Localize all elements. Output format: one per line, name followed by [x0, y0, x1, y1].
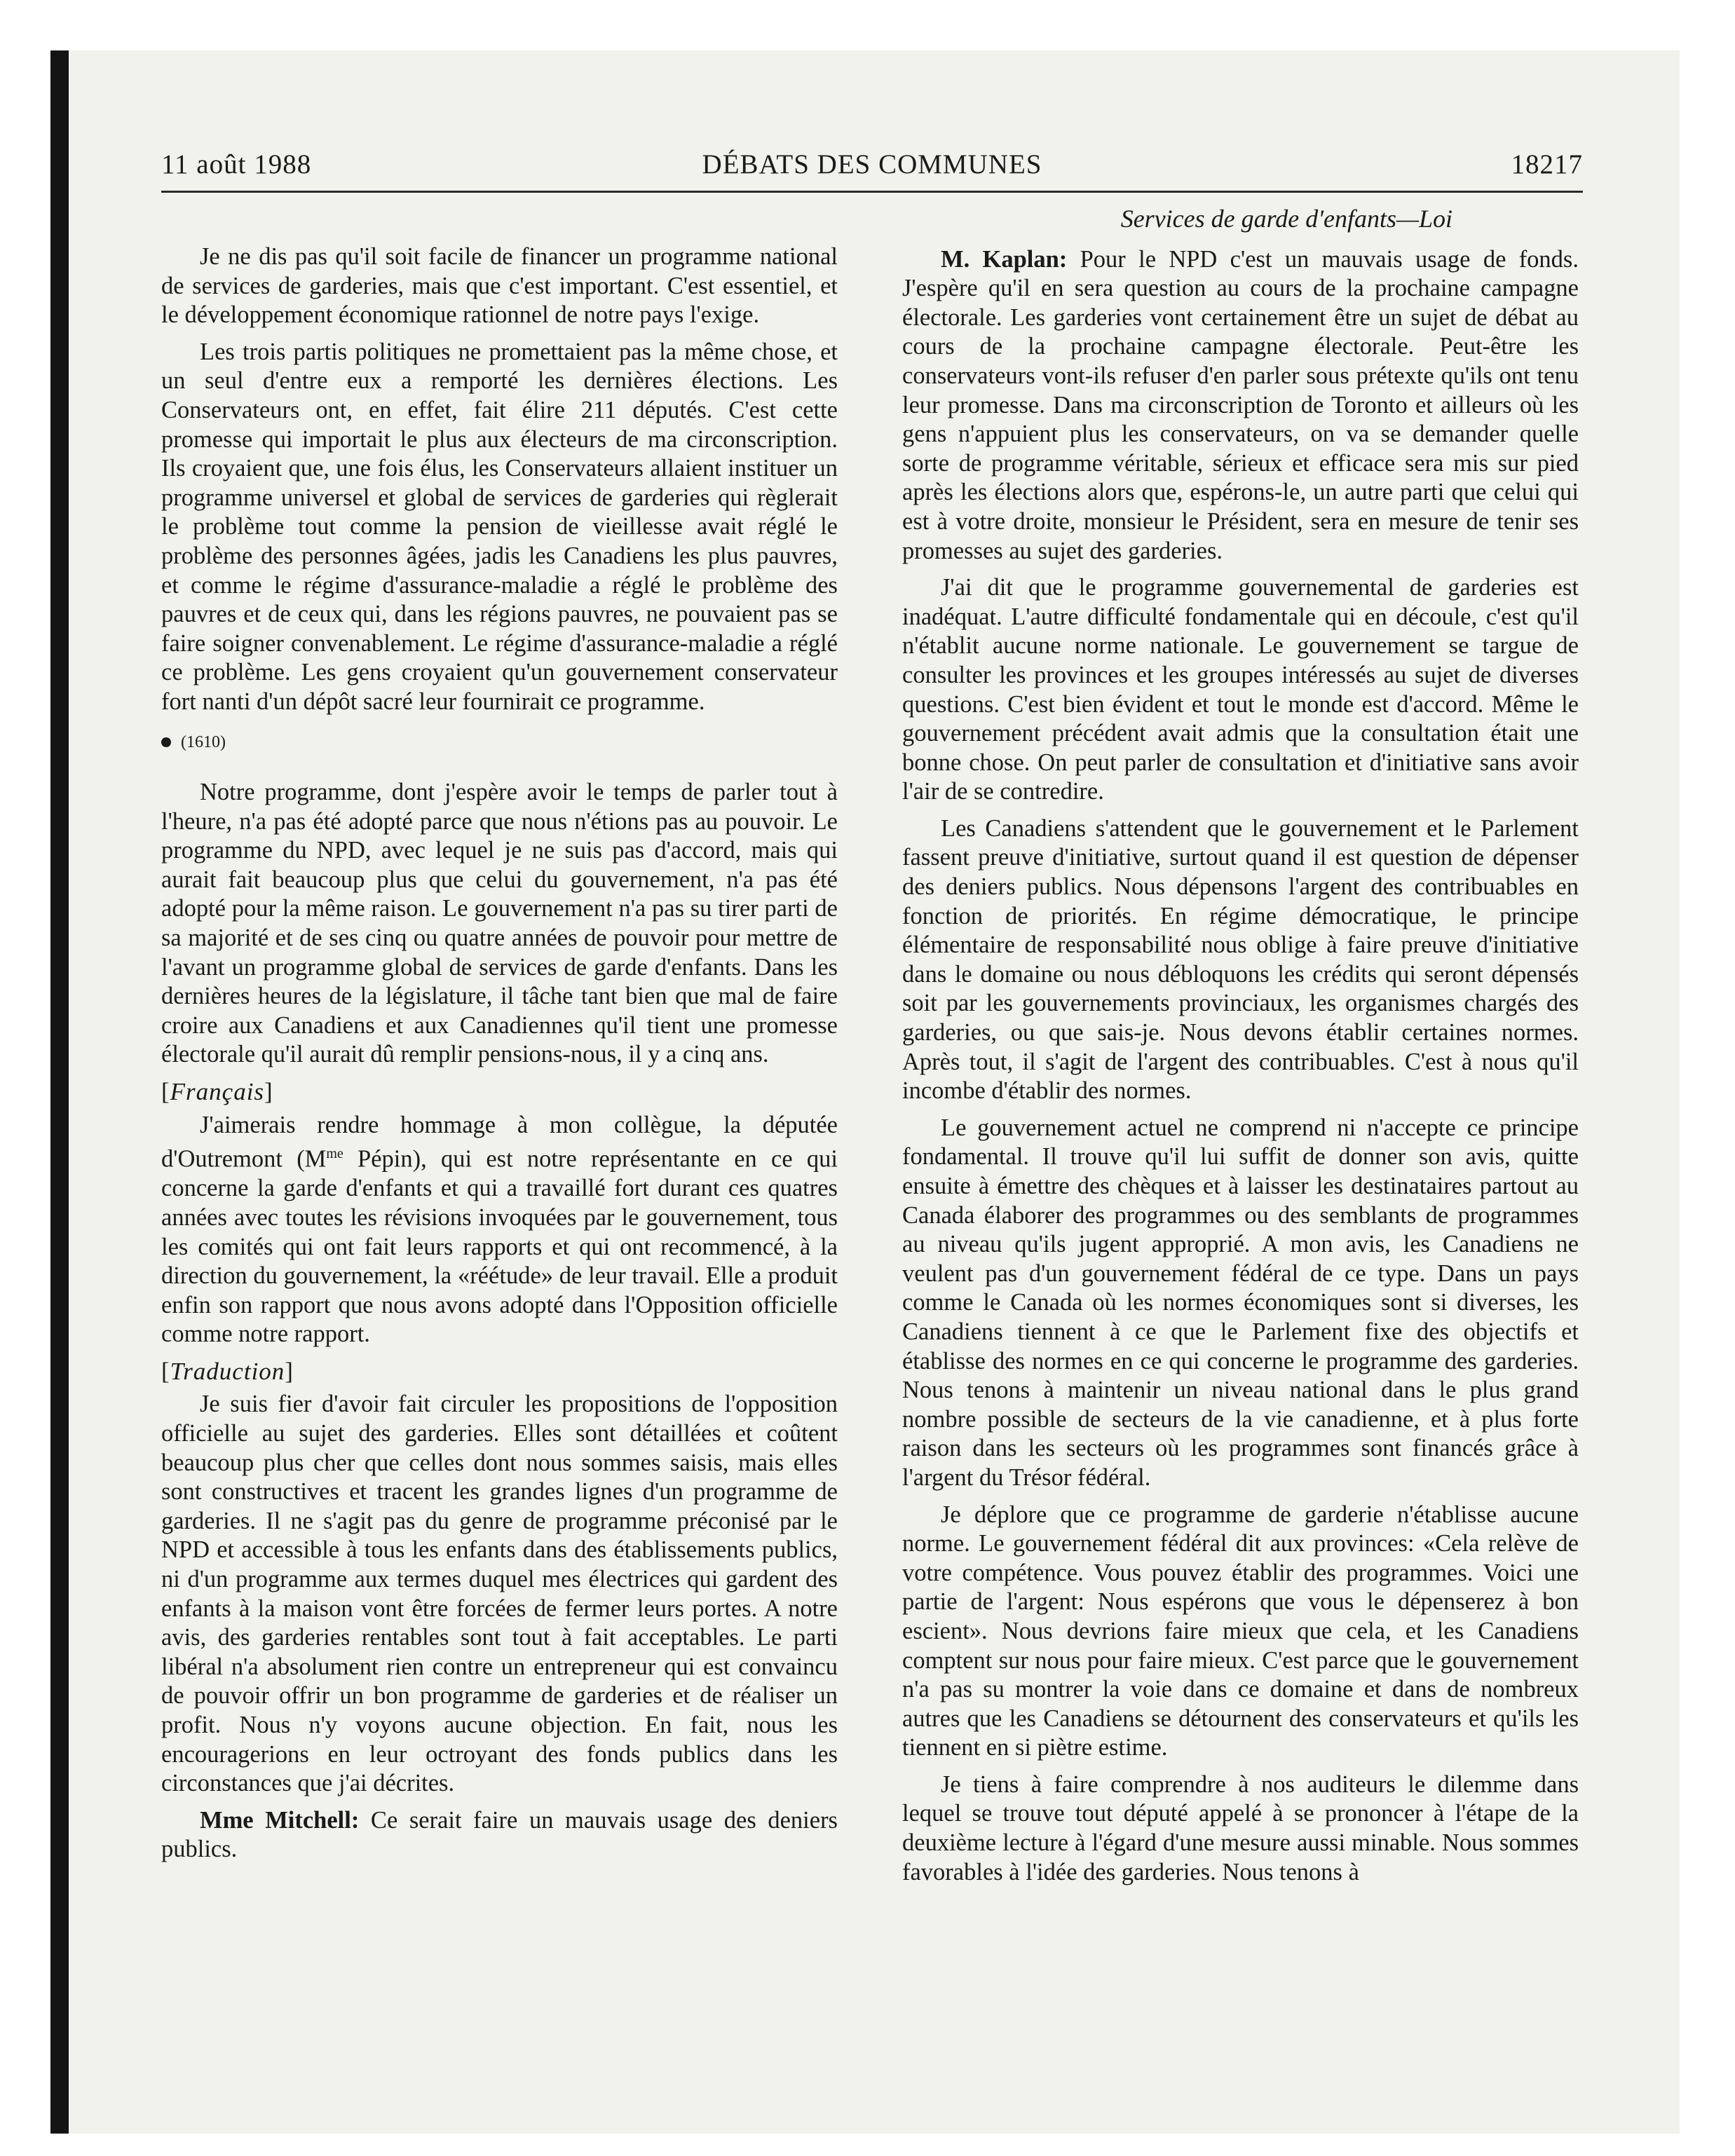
right-column [902, 205, 1579, 1895]
section-title: Services de garde d'enfants—Loi [1120, 205, 1452, 233]
right-paragraph-4: Le gouvernement actuel ne comprend ni n'accepte ce principe fondamental. Il trouve qu'il lui suffit de donner son avis, quitte ensuite à émettre des chèques et à laisser les destinataires partout au Canada élaborer des programmes ou des semblants de programmes au niveau qu'ils jugent approprié. A mon avis, les Canadiens ne veulent pas d'un gouvernement fédéral de ce type. Dans un pays comme le Canada où les normes économiques sont si diverses, les Canadiens tiennent à ce que le Parlement fixe des objectifs et établisse des normes en ce qui concerne le programme des garderies. Nous tenons à maintenir un niveau national dans le plus grand nombre possible de secteurs de la vie canadienne, et à plus forte raison dans les secteurs où les programmes sont financés grâce à l'argent du Trésor fédéral. [902, 1114, 1579, 1491]
left-paragraph-4 [161, 1111, 838, 1349]
title-abbrev-superscript: me [326, 1146, 343, 1162]
bullet-icon [161, 737, 171, 747]
right-paragraph-1-text: Pour le NPD c'est un mauvais usage de fonds. J'espère qu'il en sera question au cours de la prochaine campagne électorale. Les garderies vont certainement être un sujet de débat au cours de la prochaine campagne électorale. Peut-être les conservateurs vont-ils refuser d'en parler sous prétexte qu'ils ont tenu leur promesse. Dans ma circonscription de Toronto et ailleurs où les gens n'appuient plus les conservateurs, on va se demander quelle sorte de programme véritable, sérieux et efficace sera mis sur pied après les élections alors que, espérons-le, un autre parti que celui qui est à votre droite, monsieur le Président, sera en mesure de tenir ses promesses au sujet des garderies. [902, 245, 1579, 564]
right-paragraph-2: J'ai dit que le programme gouvernemental de garderies est inadéquat. L'autre difficulté fondamentale qui en découle, c'est qu'il n'établit aucune norme nationale. Le gouvernement se targue de consulter les provinces et les groupes intéressés au sujet de diverses questions. C'est bien évident et tout le monde est d'accord. Même le gouvernement précédent avait admis que la consultation était une bonne chose. On peut parler de consultation et d'initiative sans avoir l'air de se contredire. [902, 574, 1579, 805]
header-publication: DÉBATS DES COMMUNES [702, 149, 1042, 179]
left-column [161, 205, 838, 1872]
language-tag-francais: [Français] [161, 1078, 273, 1106]
running-header [161, 149, 1583, 193]
left-paragraph-6 [161, 1806, 838, 1864]
left-paragraph-4-rest: Pépin), qui est notre représentante en ce qui concerne la garde d'enfants et qui a travaillé fort durant ces quatres années avec toutes les révisions invoquées par le gouvernement, tous les comités qui ont fait leurs rapports et qui ont recommencé, à la direction du gouvernement, la «réétude» de leur travail. Elle a produit enfin son rapport que nous avons adopté dans l'Opposition officielle comme notre rapport. [161, 1145, 838, 1348]
timestamp-text: (1610) [181, 732, 226, 751]
speaker-kaplan: M. Kaplan: [941, 245, 1068, 273]
timestamp-marker [161, 728, 838, 758]
header-date: 11 août 1988 [161, 149, 312, 179]
language-tag-traduction-text: Traduction [170, 1357, 285, 1385]
left-paragraph-2: Les trois partis politiques ne promettaient pas la même chose, et un seul d'entre eux a remporté les dernières élections. Les Conservateurs ont, en effet, fait élire 211 députés. C'est cette promesse qui importait le plus aux électeurs de ma circonscription. Ils croyaient que, une fois élus, les Conservateurs allaient instituer un programme universel et global de services de garderies qui règlerait le problème tout comme la pension de vieillesse avait réglé le problème des personnes âgées, jadis les Canadiens les plus pauvres, et comme le régime d'assurance-maladie a réglé le problème des pauvres et de ceux qui, dans les régions pauvres, ne pouvaient pas se faire soigner convenablement. Le régime d'assurance-maladie a réglé ce problème. Les gens croyaient qu'un gouvernement conservateur fort nanti d'un dépôt sacré leur fournirait ce programme. [161, 338, 838, 715]
speaker-mitchell: Mme Mitchell: [200, 1806, 360, 1834]
left-paragraph-1: Je ne dis pas qu'il soit facile de financer un programme national de services de garderies, mais que c'est important. C'est essentiel, et le développement économique rationnel de notre pays l'exige. [161, 243, 838, 329]
right-paragraph-5: Je déplore que ce programme de garderie n'établisse aucune norme. Le gouvernement fédéral dit aux provinces: «Cela relève de votre compétence. Vous pouvez établir des programmes. Voici une partie de l'argent: Nous espérons que vous le dépenserez à bon escient». Nous devrions faire mieux que cela, et les Canadiens comptent sur nous pour faire mieux. C'est parce que le gouvernement n'a pas su montrer la voie dans ce domaine et dans de nombreux autres que les Canadiens se détournent des conservateurs et qu'ils les tiennent en si piètre estime. [902, 1501, 1579, 1761]
left-paragraph-5: Je suis fier d'avoir fait circuler les propositions de l'opposition officielle au sujet des garderies. Elles sont détaillées et coûtent beaucoup plus cher que celles dont nous sommes saisis, mais elles sont constructives et tracent les grandes lignes d'un programme de garderies. Il ne s'agit pas du genre de programme préconisé par le NPD et accessible à tous les enfants dans des établissements publics, ni d'un programme aux termes duquel mes électrices qui gardent des enfants à la maison vont être forcées de fermer leurs portes. A notre avis, des garderies rentables sont tout à fait acceptables. Le parti libéral n'a absolument rien contre un entrepreneur qui est convaincu de pouvoir offrir un bon programme de garderies et de réaliser un profit. Nous n'y voyons aucune objection. En fait, nous les encouragerions en leur octroyant des fonds publics dans les circonstances que j'ai décrites. [161, 1391, 838, 1797]
language-tag-traduction: [Traduction] [161, 1357, 294, 1385]
language-tag-francais-text: Français [170, 1078, 265, 1106]
scan-edge [50, 50, 69, 2134]
right-paragraph-6: Je tiens à faire comprendre à nos auditeurs le dilemme dans lequel se trouve tout député appelé à se prononcer à l'étape de la deuxième lecture à l'égard d'une mesure aussi minable. Nous sommes favorables à l'idée des garderies. Nous tenons à [902, 1770, 1579, 1885]
right-paragraph-3: Les Canadiens s'attendent que le gouvernement et le Parlement fassent preuve d'initiative, surtout quand il est question de dépenser des deniers publics. Nous dépensons l'argent des contribuables en fonction de priorités. En régime démocratique, le principe élémentaire de responsabilité nous oblige à faire preuve d'initiative dans le domaine ou nous débloquons les crédits qui seront dépensés soit par les gouvernements provinciaux, les organismes chargés des garderies, ou que sais-je. Nous devons établir certaines normes. Après tout, il s'agit de l'argent des contribuables. C'est à nous qu'il incombe d'établir des normes. [902, 814, 1579, 1105]
header-page-number: 18217 [1511, 149, 1583, 179]
right-paragraph-1 [902, 245, 1579, 566]
left-column-spacer [161, 205, 838, 243]
left-paragraph-3: Notre programme, dont j'espère avoir le temps de parler tout à l'heure, n'a pas été adopté parce que nous n'étions pas au pouvoir. Le programme du NPD, avec lequel je ne suis pas d'accord, mais qui aurait fait beaucoup plus que celui du gouvernement, n'a pas été adopté pour la même raison. Le gouvernement n'a pas su tirer parti de sa majorité et de ses cinq ou quatre années de pouvoir pour mettre de l'avant un programme global de services de garde d'enfants. Dans les dernières heures de la législature, il tâche tant bien que mal de faire croire aux Canadiens et aux Canadiennes qu'il tient une promesse électorale qu'il aurait dû remplir pensions-nous, il y a cinq ans. [161, 779, 838, 1068]
left-paragraph-6-text: Ce serait faire un mauvais usage des deniers publics. [161, 1806, 838, 1863]
left-paragraph-4-start: J'aimerais rendre hommage à mon collègue, la députée d'Outremont (M [161, 1111, 838, 1173]
